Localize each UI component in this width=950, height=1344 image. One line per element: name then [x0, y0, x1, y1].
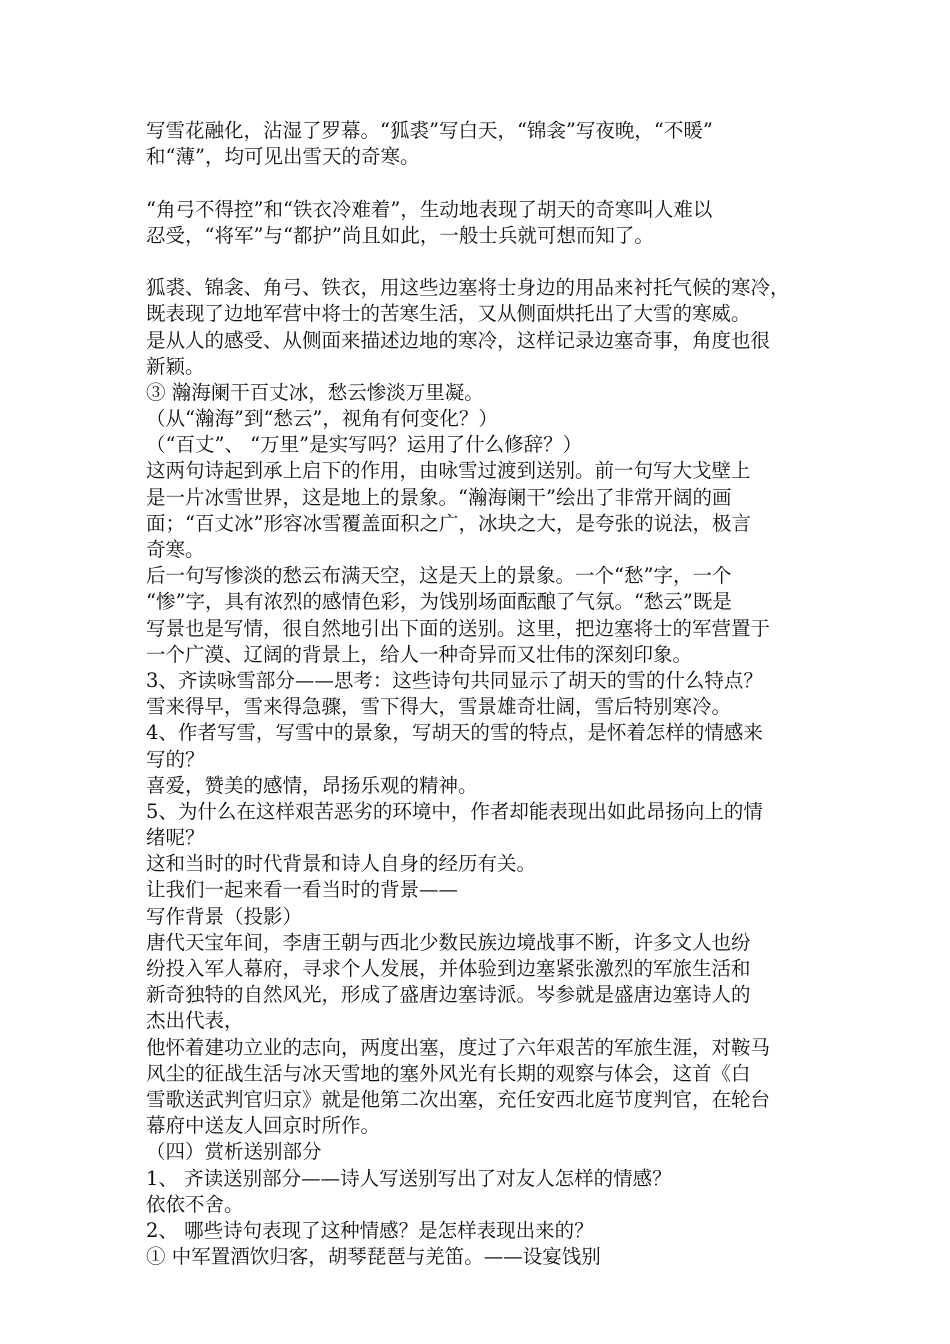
question-line: 2、 哪些诗句表现了这种情感？是怎样表现出来的？	[146, 1218, 594, 1242]
text-line: 一个广漠、辽阔的背景上，给人一种奇异而又壮伟的深刻印象。	[146, 642, 693, 666]
question-line: （“百丈”、 “万里”是实写吗？运用了什么修辞？）	[146, 433, 583, 457]
text-line: 写景也是写情，很自然地引出下面的送别。这里，把边塞将士的军营置于	[146, 616, 771, 640]
text-line: “角弓不得控”和“铁衣冷难着”，生动地表现了胡天的奇寒叫人难以	[146, 197, 713, 221]
text-line: 他怀着建功立业的志向，两度出塞，度过了六年艰苦的军旅生涯，对鞍马	[146, 1035, 771, 1059]
text-line: 雪歌送武判官归京》就是他第二次出塞，充任安西北庭节度判官，在轮台	[146, 1087, 771, 1111]
question-line: 写的？	[146, 747, 205, 771]
text-line: 既表现了边地军营中将士的苦寒生活，又从侧面烘托出了大雪的寒威。	[146, 302, 751, 326]
section-heading: 写作背景（投影）	[146, 904, 303, 928]
paragraph-gap	[146, 170, 826, 196]
question-line: 1、 齐读送别部分——诗人写送别写出了对友人怎样的情感？	[146, 1166, 672, 1190]
answer-line: 这和当时的时代背景和诗人自身的经历有关。	[146, 852, 537, 876]
question-line: （从“瀚海”到“愁云”，视角有何变化？）	[146, 407, 498, 431]
paragraph-gap	[146, 249, 826, 275]
text-line: 后一句写惨淡的愁云布满天空，这是天上的景象。一个“愁”字，一个	[146, 564, 732, 588]
section-heading: （四）赏析送别部分	[146, 1140, 322, 1164]
answer-line: 依依不舍。	[146, 1192, 244, 1216]
text-line: 风尘的征战生活与冰天雪地的塞外风光有长期的观察与体会，这首《白	[146, 1061, 751, 1085]
question-line: 5、为什么在这样艰苦恶劣的环境中，作者却能表现出如此昂扬向上的情	[146, 799, 763, 823]
text-line: 杰出代表，	[146, 1009, 244, 1033]
text-line: 新奇独特的自然风光，形成了盛唐边塞诗派。岑参就是盛唐边塞诗人的	[146, 983, 751, 1007]
text-line: 这两句诗起到承上启下的作用，由咏雪过渡到送别。前一句写大戈壁上	[146, 459, 751, 483]
text-line: 是从人的感受、从侧面来描述边地的寒冷，这样记录边塞奇事，角度也很	[146, 328, 771, 352]
poem-line: ③ 瀚海阑干百丈冰，愁云惨淡万里凝。	[146, 380, 484, 404]
text-line: 让我们一起来看一看当时的背景——	[146, 878, 459, 902]
text-line: 狐裘、锦衾、角弓、铁衣，用这些边塞将士身边的用品来衬托气候的寒冷，	[146, 276, 790, 300]
text-line: 和“薄”，均可见出雪天的奇寒。	[146, 145, 420, 169]
text-line: 忍受，“将军”与“都护”尚且如此，一般士兵就可想而知了。	[146, 223, 654, 247]
answer-line: 雪来得早，雪来得急骤，雪下得大，雪景雄奇壮阔，雪后特别寒冷。	[146, 695, 732, 719]
text-line: 纷投入军人幕府，寻求个人发展，并体验到边塞紧张激烈的军旅生活和	[146, 957, 751, 980]
document-body	[146, 118, 826, 1270]
text-line: “惨”字，具有浓烈的感情色彩，为饯别场面酝酿了气氛。“愁云”既是	[146, 590, 732, 614]
answer-line: 喜爱，赞美的感情，昂扬乐观的精神。	[146, 773, 478, 797]
text-line: 幕府中送友人回京时所作。	[146, 1114, 381, 1138]
text-line: 写雪花融化，沾湿了罗幕。“狐裘”写白天，“锦衾”写夜晚，“不暖”	[146, 119, 713, 142]
question-line: 4、作者写雪，写雪中的景象，写胡天的雪的特点，是怀着怎样的情感来	[146, 721, 763, 745]
text-line: 唐代天宝年间，李唐王朝与西北少数民族边境战事不断，许多文人也纷	[146, 930, 751, 954]
poem-line: ① 中军置酒饮归客，胡琴琵琶与羌笛。——设宴饯别	[146, 1245, 601, 1269]
text-line: 新颖。	[146, 354, 205, 378]
text-line: 是一片冰雪世界，这是地上的景象。“瀚海阑干”绘出了非常开阔的画	[146, 485, 732, 509]
text-line: 奇寒。	[146, 538, 205, 561]
question-line: 绪呢？	[146, 826, 205, 850]
question-line: 3、齐读咏雪部分——思考：这些诗句共同显示了胡天的雪的什么特点？	[146, 668, 763, 692]
text-line: 面；“百丈冰”形容冰雪覆盖面积之广，冰块之大，是夸张的说法，极言	[146, 511, 751, 535]
